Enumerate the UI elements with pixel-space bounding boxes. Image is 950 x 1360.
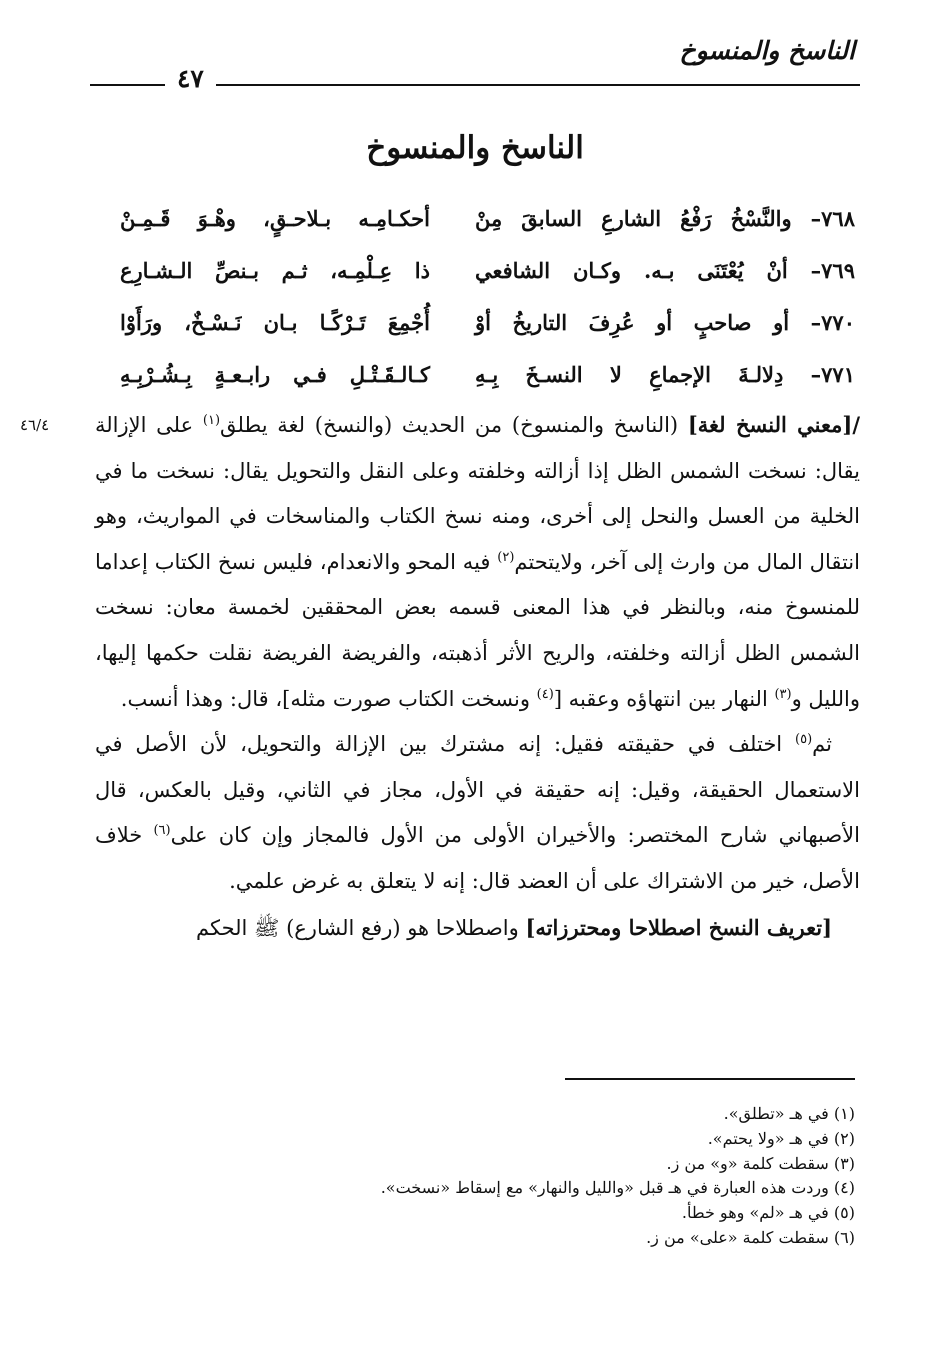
verse-second-hemistich: ذا عِـلْمِـه، ثـم بـنصِّ الـشـارِع — [120, 258, 430, 283]
verse-line — [95, 198, 855, 250]
footnote-rule — [565, 1078, 855, 1080]
paragraph-text: واصطلاحا هو (رفع الشارع) ﷺ الحكم — [196, 915, 526, 940]
footnote: (٣) سقطت كلمة «و» من ز. — [666, 1153, 855, 1173]
running-head: الناسخ والمنسوخ — [679, 36, 855, 65]
verse-line — [95, 354, 855, 406]
paragraph-text: ثم — [812, 732, 832, 757]
verse-line — [95, 302, 855, 354]
paragraph-difference — [95, 722, 860, 904]
verse-block — [95, 198, 855, 406]
footnote: (٢) في هـ «ولا يحتم». — [707, 1128, 855, 1148]
verse-first-hemistich: ٧٧٠– أو صاحبٍ أو عُرِفَ التاريخُ أوْ — [475, 310, 855, 335]
footnote-ref: (٢) — [497, 549, 515, 565]
manuscript-folio-marker: ٤٦/٤ — [20, 416, 50, 434]
paragraph-text: النهار بين انتهاؤه وعقبه [ — [553, 686, 775, 711]
paragraph-definition — [95, 905, 860, 952]
footnote: (١) في هـ «تطلق». — [723, 1104, 855, 1123]
paragraph-language-meaning — [95, 402, 860, 722]
paragraph-text: ونسخت الكتاب صورت مثله]، قال: وهذا أنسب. — [120, 686, 537, 711]
verse-line — [95, 250, 855, 302]
paragraph-text: على الإزالة يقال: نسخت الشمس الظل إذا أزالته وخلفته وعلى النقل والتحويل يقال: نسخت ما في الخلية من العسل والنحل إلى أخرى، ومنه نسخ الكتاب والمناسخات في المواريث، وهو انتقال المال من وارث إلى آخر، ولايتحتم — [95, 413, 860, 574]
paragraph-text: اختلف في حقيقته فقيل: إنه مشترك بين الإزالة والتحويل، لأن الأصل في الاستعمال الحقيقة، وقيل: إنه حقيقة في الأول، مجاز في الثاني، وقيل بالعكس، قال الأصبهاني شارح المختصر: والأخيران الأولى من الأول فالمجاز وإن كان على — [95, 732, 860, 848]
footnote-ref: (٦) — [153, 823, 171, 839]
verse-second-hemistich: أحكـامِـه بـلاحـقٍ، وهْـوَ قَـمِـنْ — [120, 206, 430, 231]
footnote-ref: (٥) — [795, 732, 813, 748]
footnote-ref: (٣) — [774, 686, 792, 702]
footnote-ref: (٤) — [536, 686, 554, 702]
paragraph-text: فيه المحو والانعدام، فليس نسخ الكتاب إعداما للمنسوخ منه، وبالنظر في هذا المعنى قسمه بعض المحققين لخمسة معان: نسخت الشمس الظل أزالته وخلفته، والريح الأثر أذهبته، والفريضة الفريضة نقلت حكمها إليها، والليل و — [95, 549, 860, 711]
verse-first-hemistich: ٧٦٩– أنْ يُعْتَنَى بـه. وكـان الشافعي — [475, 258, 855, 283]
section-heading: [تعريف النسخ اصطلاحا ومحترزاته] — [525, 914, 832, 940]
footnote-ref: (١) — [202, 413, 221, 428]
chapter-title: الناسخ والمنسوخ — [366, 130, 584, 166]
footnote: (٤) وردت هذه العبارة في هـ قبل «والليل والنهار» مع إسقاط «نسخت». — [380, 1178, 855, 1198]
paragraph-text: خلاف الأصل، خير من الاشتراك على أن العضد قال: إنه لا يتعلق به غرض علمي. — [95, 823, 860, 893]
folio-slash: / — [852, 412, 860, 437]
commentary-text — [95, 402, 860, 951]
footnote: (٥) في هـ «لم» وهو خطأ. — [681, 1203, 855, 1223]
verse-first-hemistich: ٧٧١– دِلالـةَ الإجماعِ لا النسـخَ بِـهِ — [475, 362, 855, 387]
footnotes — [200, 1102, 855, 1251]
paragraph-text: (الناسخ والمنسوخ) من الحديث (والنسخ) لغة يطلق — [220, 413, 688, 437]
footnote: (٦) سقطت كلمة «على» من ز. — [646, 1227, 855, 1247]
verse-second-hemistich: أُجْمِعَ تَـرْكًـا بـان نَـسْـخٌ، ورَأَوْا — [120, 310, 430, 335]
verse-first-hemistich: ٧٦٨– والنَّسْخُ رَفْعُ الشارعِ السابقَ مِنْ — [475, 206, 855, 231]
page-number: ٤٧ — [165, 64, 216, 93]
section-heading: [معني النسخ لغة] — [687, 412, 853, 437]
verse-second-hemistich: كـالـقَـتْـلِ فـي رابـعـةٍ بِـشُـرْبِـهِ — [120, 362, 430, 387]
